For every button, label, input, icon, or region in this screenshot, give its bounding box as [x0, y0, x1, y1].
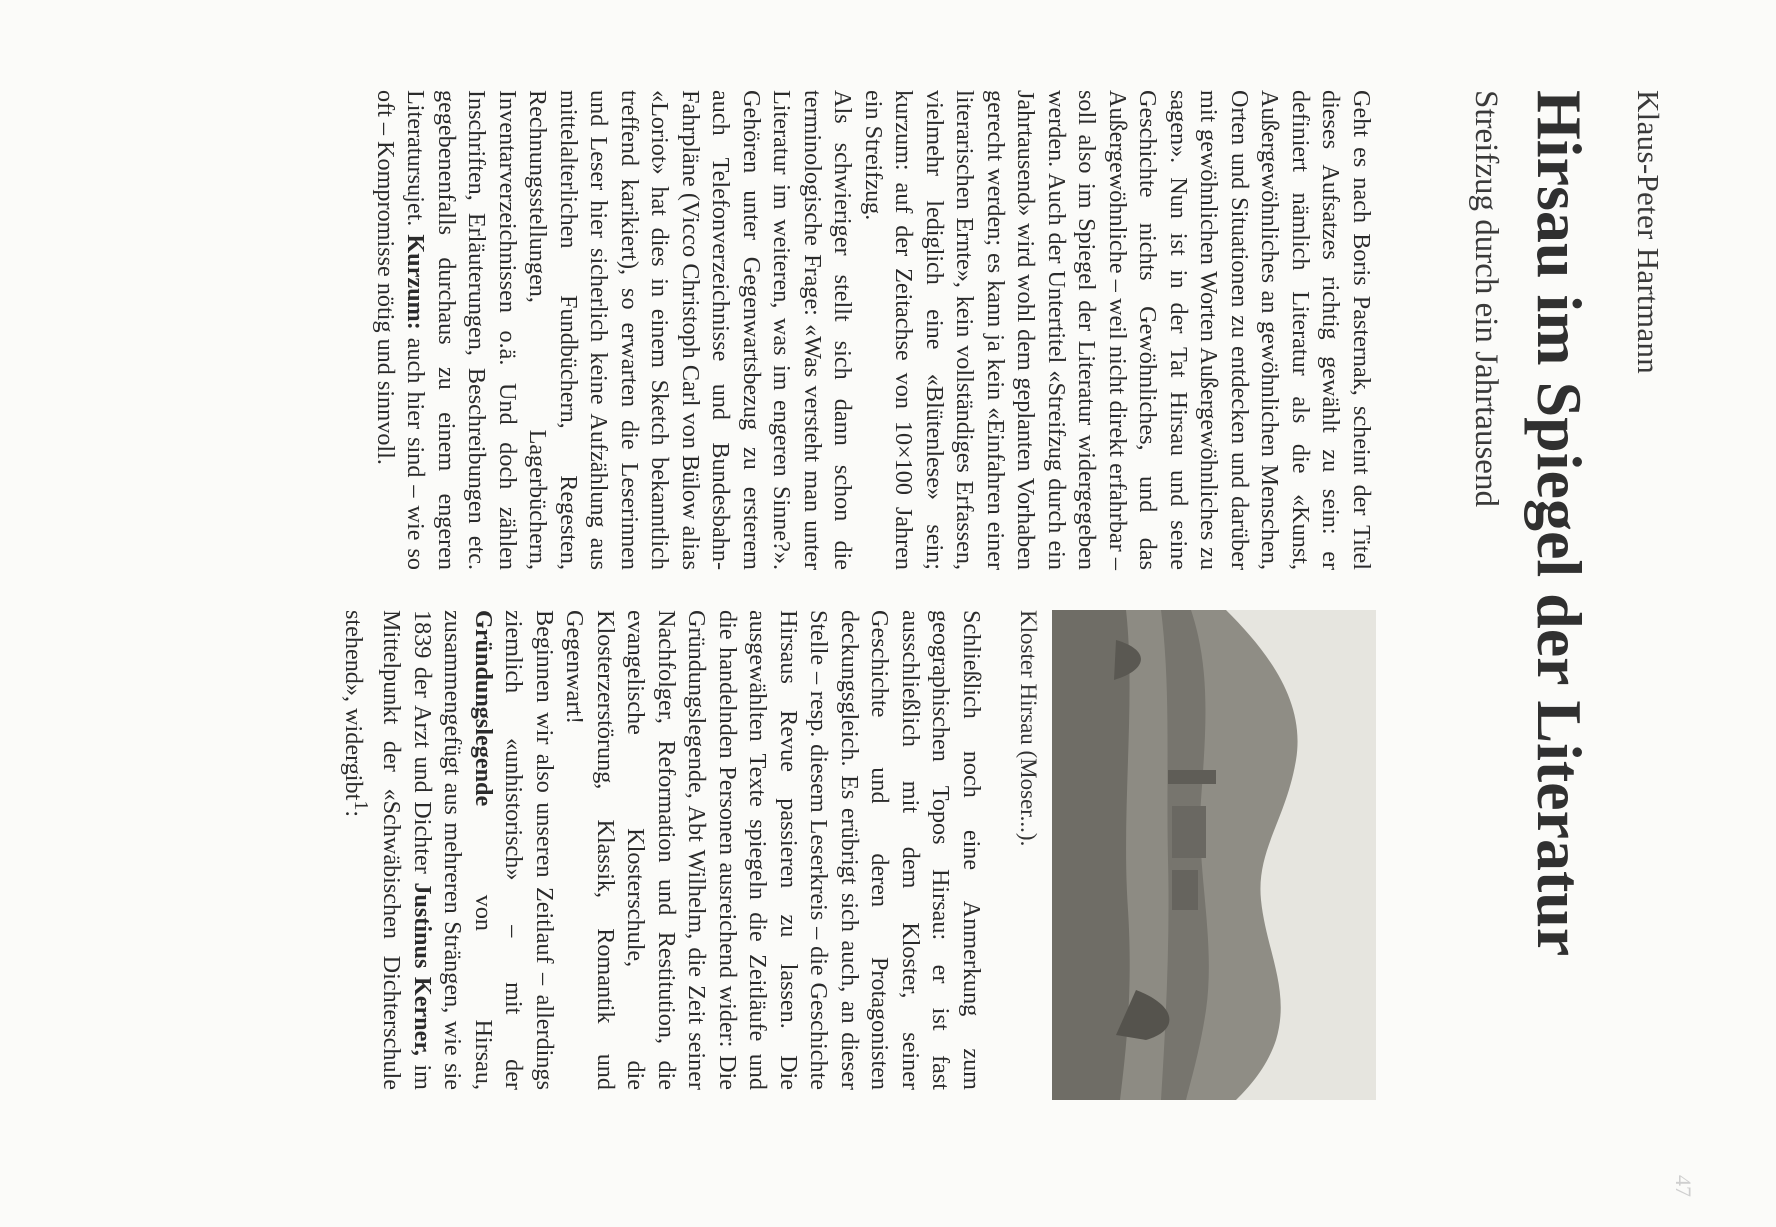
left-column: [370, 90, 1377, 570]
kloster-hirsau-engraving: [1052, 610, 1376, 1100]
article-subtitle: Streifzug durch ein Jahrtausend: [1468, 90, 1504, 507]
landscape-illustration: [1052, 610, 1376, 1100]
paragraph: Beginnen wir also unseren Zeitlauf – allerdings ziemlich «unhistorisch» – mit der Gründungslegende von Hirsau, zusammengefügt aus mehreren Strängen, wie sie 1839 der Arzt und Dichter Justinus Kerner, im Mittelpunkt der «Schwäbischen Dichterschule stehend», widergibt$^1$:: [339, 610, 558, 1090]
article-title: Hirsau im Spiegel der Literatur: [1524, 90, 1595, 957]
right-column: [337, 610, 986, 1090]
paragraph: Als schwieriger stellt sich dann schon die terminologische Frage: «Was versteht man unter Literatur im weiteren, was im engeren Sinne?». Gehören unter Gegenwartsbezug zu ersterem auch Telefonverzeichnisse und Bundesbahn-Fahrpläne (Vicco Christoph Carl von Bülow alias «Loriot» hat dies in einem Sketch bekanntlich treffend karikiert), so erwarten die Leserinnen und Leser hier sicherlich keine Aufzählung aus mittelalterlichen Fundbüchern, Regesten, Rechnungsstellungen, Lagerbüchern, Inventarverzeichnissen o.ä. Und doch zählen Inschriften, Erläuterungen, Beschreibungen etc. gegebenenfalls durchaus zu einem engeren Literatursujet. Kurzum: auch hier sind – wie so oft – Kompromisse nötig und sinnvoll.: [372, 90, 857, 570]
author-name: Klaus-Peter Hartmann: [1631, 90, 1666, 375]
paragraph: Geht es nach Boris Pasternak, scheint der Titel dieses Aufsatzes richtig gewählt zu sein: er definiert nämlich Literatur als die «Kunst, Außergewöhnliches an gewöhnlichen Menschen, Orten und Situationen zu entdecken und darüber mit gewöhnlichen Worten Außergewöhnliches zu sagen». Nun ist in der Tat Hirsau und seine Geschichte nichts Gewöhnliches, und das Außergewöhnliche – weil nicht direkt erfahrbar – soll also im Spiegel der Literatur widergegeben werden. Auch der Untertitel «Streifzug durch ein Jahrtausend» wird wohl dem geplanten Vorhaben gerecht werden; es kann ja kein «Einfahren einer literarischen Ernte», kein vollständiges Erfassen, vielmehr lediglich eine «Blütenlese» sein; kurzum: auf der Zeitachse von 10×100 Jahren ein Streifzug.: [860, 90, 1375, 570]
page-number: 47: [1671, 1175, 1696, 1197]
figure-caption: Kloster Hirsau (Moser...).: [1016, 610, 1041, 847]
paragraph: Schließlich noch eine Anmerkung zum geographischen Topos Hirsau: er ist fast ausschließlich mit dem Kloster, seiner Geschichte und deren Protagonisten deckungsgleich. Es erübrigt sich auch, an dieser Stelle – resp. diesem Leserkreis – die Geschichte Hirsaus Revue passieren zu lassen. Die ausgewählten Texte spiegeln die Zeitläufe und die handelnden Personen ausreichend wider: Die Gründungslegende, Abt Wilhelm, die Zeit seiner Nachfolger, Reformation und Restitution, die evangelische Klosterschule, die Klosterzerstörung, Klassik, Romantik und Gegenwart!: [561, 610, 985, 1090]
